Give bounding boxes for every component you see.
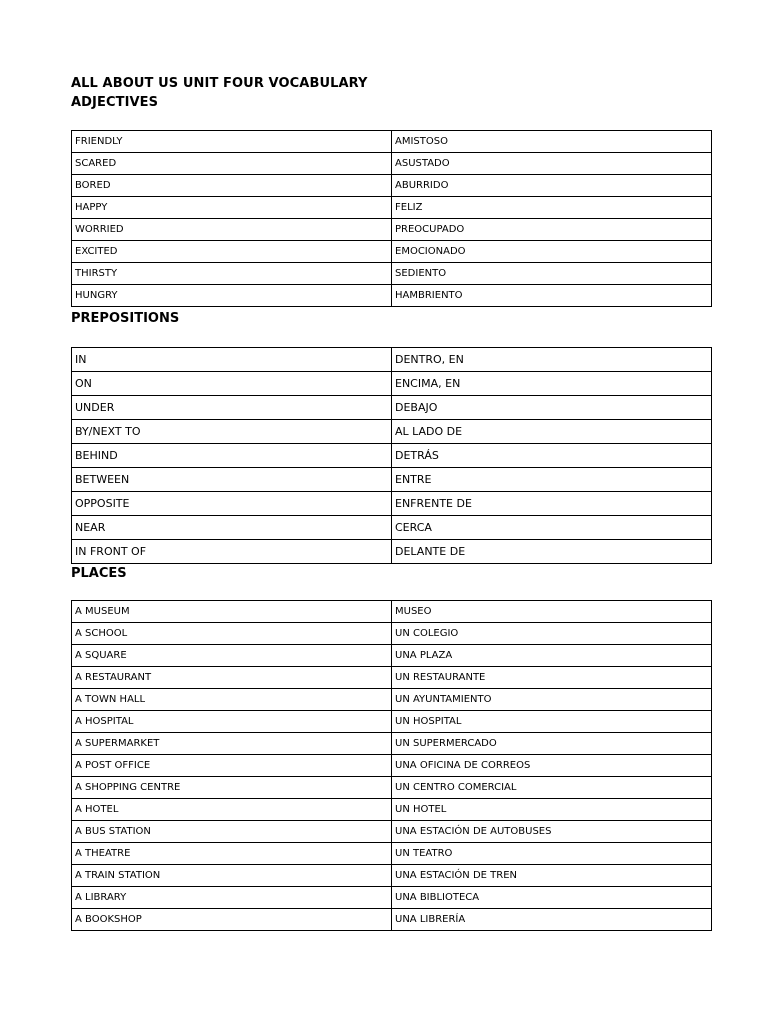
table-row: [72, 492, 712, 516]
english-term: IN: [72, 348, 392, 372]
spanish-translation: ENTRE: [392, 468, 712, 492]
table-row: [72, 711, 712, 733]
english-term: BEHIND: [72, 444, 392, 468]
english-term: BETWEEN: [72, 468, 392, 492]
places-heading: PLACES: [71, 566, 127, 581]
english-term: A TRAIN STATION: [72, 865, 392, 887]
adjectives-table: [71, 130, 712, 307]
spanish-translation: AMISTOSO: [392, 131, 712, 153]
spanish-translation: HAMBRIENTO: [392, 285, 712, 307]
english-term: BORED: [72, 175, 392, 197]
table-row: [72, 777, 712, 799]
table-row: [72, 241, 712, 263]
spanish-translation: UN AYUNTAMIENTO: [392, 689, 712, 711]
spanish-translation: UN RESTAURANTE: [392, 667, 712, 689]
table-row: [72, 755, 712, 777]
table-row: [72, 219, 712, 241]
english-term: A HOSPITAL: [72, 711, 392, 733]
english-term: OPPOSITE: [72, 492, 392, 516]
spanish-translation: UN HOSPITAL: [392, 711, 712, 733]
spanish-translation: UNA BIBLIOTECA: [392, 887, 712, 909]
spanish-translation: UNA ESTACIÓN DE AUTOBUSES: [392, 821, 712, 843]
table-row: [72, 444, 712, 468]
english-term: A POST OFFICE: [72, 755, 392, 777]
table-row: [72, 887, 712, 909]
table-row: [72, 372, 712, 396]
table-row: [72, 396, 712, 420]
spanish-translation: UNA PLAZA: [392, 645, 712, 667]
places-table-body: [72, 601, 712, 931]
table-row: [72, 420, 712, 444]
table-row: [72, 821, 712, 843]
table-row: [72, 601, 712, 623]
english-term: A RESTAURANT: [72, 667, 392, 689]
places-table: [71, 600, 712, 931]
table-row: [72, 733, 712, 755]
english-term: A SQUARE: [72, 645, 392, 667]
adjectives-heading: ADJECTIVES: [71, 95, 159, 110]
table-row: [72, 153, 712, 175]
english-term: THIRSTY: [72, 263, 392, 285]
title-line-1: ALL ABOUT US UNIT FOUR VOCABULARY: [71, 76, 368, 91]
prepositions-table-body: [72, 348, 712, 564]
page-title: [71, 74, 368, 112]
table-row: [72, 799, 712, 821]
table-row: [72, 263, 712, 285]
spanish-translation: EMOCIONADO: [392, 241, 712, 263]
english-term: A THEATRE: [72, 843, 392, 865]
prepositions-table: [71, 347, 712, 564]
spanish-translation: DETRÁS: [392, 444, 712, 468]
english-term: UNDER: [72, 396, 392, 420]
table-row: [72, 131, 712, 153]
english-term: BY/NEXT TO: [72, 420, 392, 444]
spanish-translation: ENCIMA, EN: [392, 372, 712, 396]
english-term: A SCHOOL: [72, 623, 392, 645]
english-term: A BUS STATION: [72, 821, 392, 843]
spanish-translation: DELANTE DE: [392, 540, 712, 564]
spanish-translation: ABURRIDO: [392, 175, 712, 197]
spanish-translation: UN CENTRO COMERCIAL: [392, 777, 712, 799]
english-term: WORRIED: [72, 219, 392, 241]
prepositions-heading: PREPOSITIONS: [71, 311, 180, 326]
english-term: A BOOKSHOP: [72, 909, 392, 931]
english-term: A SHOPPING CENTRE: [72, 777, 392, 799]
table-row: [72, 285, 712, 307]
english-term: SCARED: [72, 153, 392, 175]
spanish-translation: UN HOTEL: [392, 799, 712, 821]
table-row: [72, 197, 712, 219]
adjectives-table-body: [72, 131, 712, 307]
table-row: [72, 540, 712, 564]
english-term: EXCITED: [72, 241, 392, 263]
english-term: A HOTEL: [72, 799, 392, 821]
spanish-translation: ENFRENTE DE: [392, 492, 712, 516]
spanish-translation: UN COLEGIO: [392, 623, 712, 645]
english-term: FRIENDLY: [72, 131, 392, 153]
spanish-translation: AL LADO DE: [392, 420, 712, 444]
table-row: [72, 865, 712, 887]
table-row: [72, 175, 712, 197]
table-row: [72, 843, 712, 865]
spanish-translation: UN TEATRO: [392, 843, 712, 865]
english-term: A TOWN HALL: [72, 689, 392, 711]
spanish-translation: DEBAJO: [392, 396, 712, 420]
spanish-translation: UNA OFICINA DE CORREOS: [392, 755, 712, 777]
english-term: A MUSEUM: [72, 601, 392, 623]
table-row: [72, 516, 712, 540]
table-row: [72, 348, 712, 372]
english-term: ON: [72, 372, 392, 396]
english-term: A LIBRARY: [72, 887, 392, 909]
spanish-translation: ASUSTADO: [392, 153, 712, 175]
table-row: [72, 909, 712, 931]
spanish-translation: UNA ESTACIÓN DE TREN: [392, 865, 712, 887]
spanish-translation: UN SUPERMERCADO: [392, 733, 712, 755]
spanish-translation: SEDIENTO: [392, 263, 712, 285]
english-term: NEAR: [72, 516, 392, 540]
spanish-translation: MUSEO: [392, 601, 712, 623]
table-row: [72, 623, 712, 645]
spanish-translation: PREOCUPADO: [392, 219, 712, 241]
spanish-translation: DENTRO, EN: [392, 348, 712, 372]
table-row: [72, 468, 712, 492]
english-term: HAPPY: [72, 197, 392, 219]
spanish-translation: CERCA: [392, 516, 712, 540]
spanish-translation: UNA LIBRERÍA: [392, 909, 712, 931]
table-row: [72, 667, 712, 689]
english-term: HUNGRY: [72, 285, 392, 307]
english-term: A SUPERMARKET: [72, 733, 392, 755]
table-row: [72, 645, 712, 667]
english-term: IN FRONT OF: [72, 540, 392, 564]
spanish-translation: FELIZ: [392, 197, 712, 219]
table-row: [72, 689, 712, 711]
